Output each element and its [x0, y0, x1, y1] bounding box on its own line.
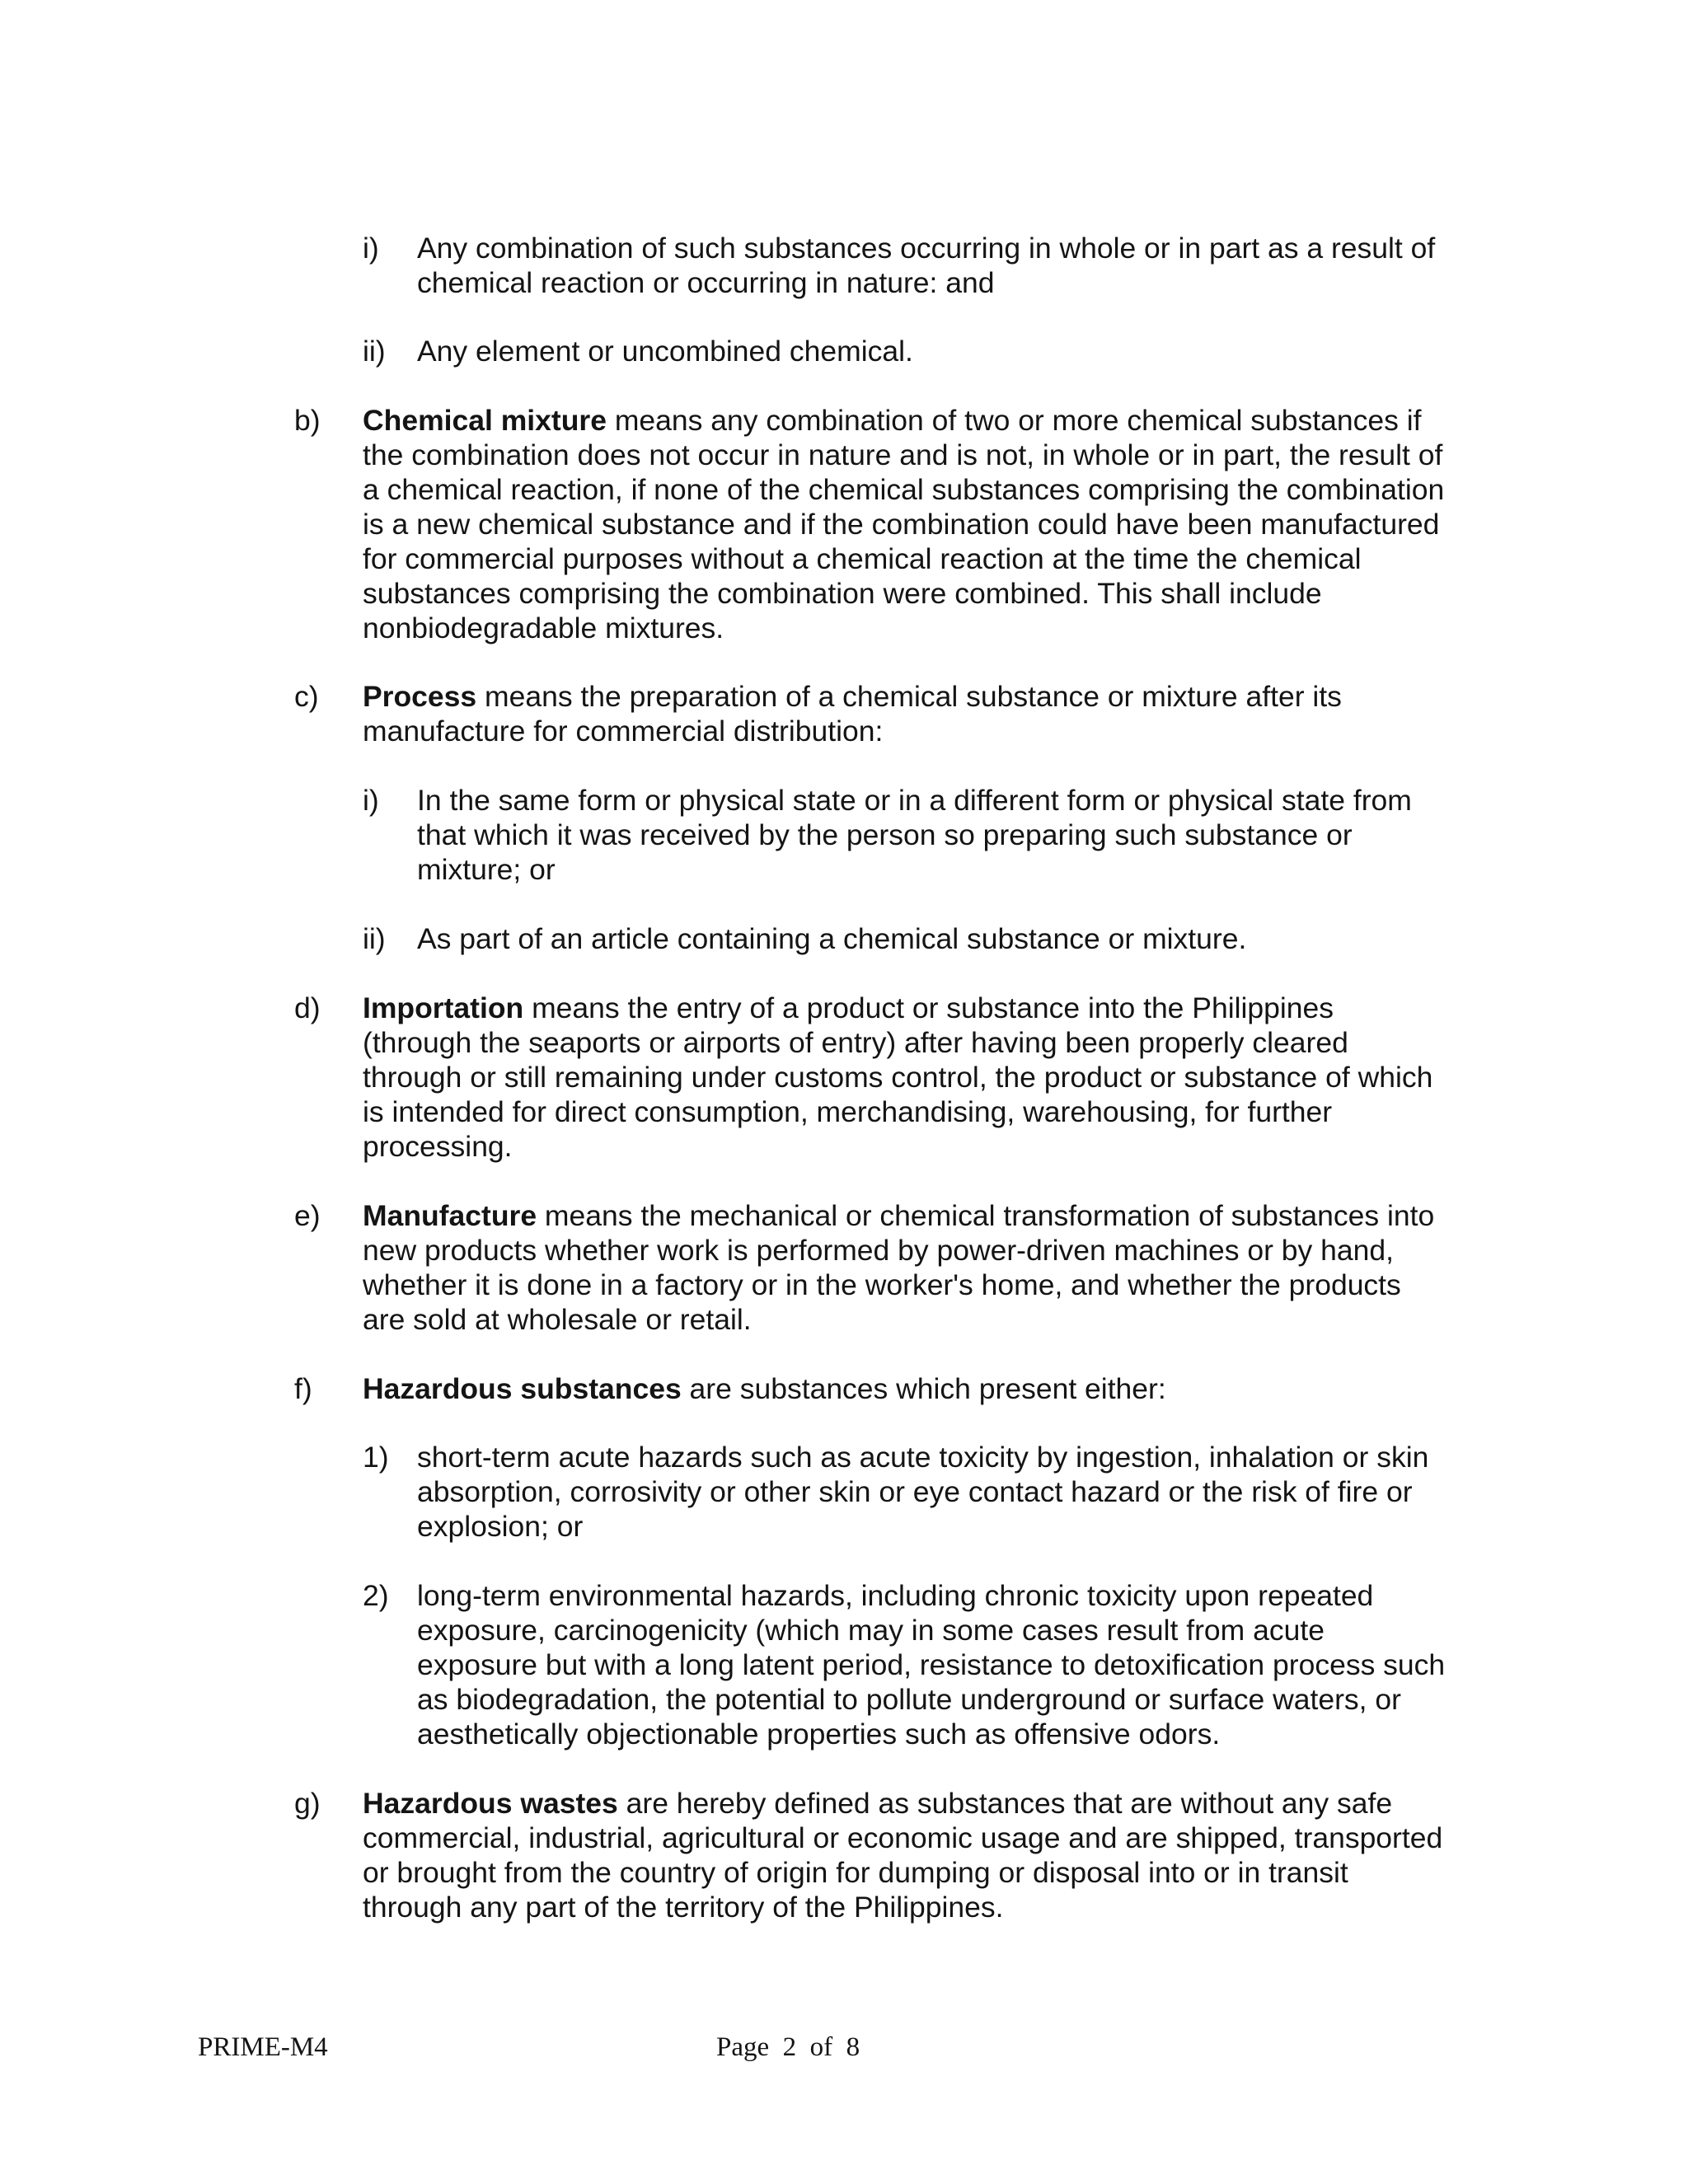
- text-line: exposure but with a long latent period, resistance to detoxification process such: [417, 1648, 1446, 1681]
- text-line: In the same form or physical state or in a different form or physical state from: [417, 784, 1412, 817]
- text-line: short-term acute hazards such as acute toxicity by ingestion, inhalation or skin: [417, 1441, 1429, 1474]
- defined-term: Importation: [363, 991, 524, 1024]
- text-line: [363, 1371, 1484, 1406]
- clause-text: [363, 403, 1484, 645]
- defined-term: Manufacture: [363, 1199, 537, 1232]
- clause-label: 2): [363, 1579, 389, 1612]
- text-line: [363, 1786, 1484, 1821]
- text-line: [363, 679, 1484, 714]
- text-line: substances comprising the combination were combined. This shall include: [363, 577, 1322, 610]
- defined-term: Process: [363, 680, 477, 713]
- clause-text: [417, 231, 1484, 300]
- text-line: exposure, carcinogenicity (which may in some cases result from acute: [417, 1614, 1325, 1647]
- clause-label: f): [294, 1372, 312, 1405]
- text-line: long-term environmental hazards, including chronic toxicity upon repeated: [417, 1579, 1374, 1612]
- clause-label: b): [294, 404, 321, 437]
- definition-start: are substances which present either:: [681, 1372, 1166, 1405]
- text-line: nonbiodegradable mixtures.: [363, 612, 724, 644]
- definition-start: means the mechanical or chemical transformation of substances into: [537, 1199, 1435, 1232]
- text-line: explosion; or: [417, 1510, 584, 1543]
- text-line: is a new chemical substance and if the combination could have been manufactured: [363, 508, 1440, 541]
- text-line: aesthetically objectionable properties such as offensive odors.: [417, 1718, 1221, 1750]
- clause-text: [363, 679, 1484, 748]
- clause-label: 1): [363, 1441, 389, 1474]
- clause-text: [363, 1198, 1484, 1337]
- text-line: new products whether work is performed by power-driven machines or by hand,: [363, 1234, 1394, 1267]
- text-line: [363, 1198, 1484, 1233]
- footer-doc-code: PRIME-M4: [198, 2032, 328, 2062]
- text-line: the combination does not occur in nature and is not, in whole or in part, the result of: [363, 438, 1443, 471]
- definition-start: means the entry of a product or substance into the Philippines: [523, 991, 1334, 1024]
- text-line: absorption, corrosivity or other skin or eye contact hazard or the risk of fire or: [417, 1475, 1413, 1508]
- clause-text: [417, 783, 1484, 887]
- clause-label: ii): [363, 335, 386, 368]
- clause-label: e): [294, 1199, 321, 1232]
- clause-label: i): [363, 784, 379, 817]
- definition-start: are hereby defined as substances that are without any safe: [617, 1787, 1393, 1820]
- text-line: through any part of the territory of the Philippines.: [363, 1891, 1004, 1924]
- footer-page-number: Page 2 of 8: [716, 2032, 860, 2062]
- clause-text: [417, 921, 1484, 956]
- clause-label: ii): [363, 922, 386, 955]
- definition-start: means any combination of two or more chemical substances if: [606, 404, 1422, 437]
- clause-text: [363, 1371, 1484, 1406]
- definition-start: means the preparation of a chemical substance or mixture after its: [476, 680, 1342, 713]
- clause-label: c): [294, 680, 319, 713]
- text-line: a chemical reaction, if none of the chemical substances comprising the combination: [363, 473, 1445, 506]
- text-line: or brought from the country of origin for dumping or disposal into or in transit: [363, 1856, 1348, 1889]
- text-line: mixture; or: [417, 853, 556, 886]
- text-line: [363, 403, 1484, 438]
- text-line: are sold at wholesale or retail.: [363, 1303, 752, 1336]
- text-line: Any combination of such substances occurring in whole or in part as a result of: [417, 232, 1436, 265]
- clause-label: i): [363, 232, 379, 265]
- text-line: As part of an article containing a chemical substance or mixture.: [417, 922, 1247, 955]
- text-line: that which it was received by the person so preparing such substance or: [417, 818, 1353, 851]
- text-line: manufacture for commercial distribution:: [363, 715, 884, 748]
- clause-text: [363, 1786, 1484, 1924]
- defined-term: Hazardous wastes: [363, 1787, 618, 1820]
- clause-text: [417, 1440, 1484, 1544]
- text-line: is intended for direct consumption, merchandising, warehousing, for further: [363, 1095, 1333, 1128]
- text-line: whether it is done in a factory or in the worker's home, and whether the products: [363, 1268, 1401, 1301]
- clause-text: [417, 1578, 1484, 1751]
- text-line: [363, 991, 1484, 1025]
- text-line: through or still remaining under customs control, the product or substance of which: [363, 1061, 1433, 1094]
- defined-term: Hazardous substances: [363, 1372, 682, 1405]
- clause-text: [363, 991, 1484, 1164]
- text-line: as biodegradation, the potential to pollute underground or surface waters, or: [417, 1683, 1401, 1716]
- text-line: (through the seaports or airports of entry) after having been properly cleared: [363, 1026, 1348, 1059]
- text-line: Any element or uncombined chemical.: [417, 335, 913, 368]
- text-line: processing.: [363, 1130, 513, 1163]
- text-line: for commercial purposes without a chemical reaction at the time the chemical: [363, 542, 1362, 575]
- defined-term: Chemical mixture: [363, 404, 607, 437]
- clause-label: g): [294, 1787, 321, 1820]
- text-line: chemical reaction or occurring in nature: and: [417, 266, 995, 299]
- clause-label: d): [294, 991, 321, 1024]
- clause-text: [417, 334, 1484, 368]
- text-line: commercial, industrial, agricultural or economic usage and are shipped, transported: [363, 1821, 1443, 1854]
